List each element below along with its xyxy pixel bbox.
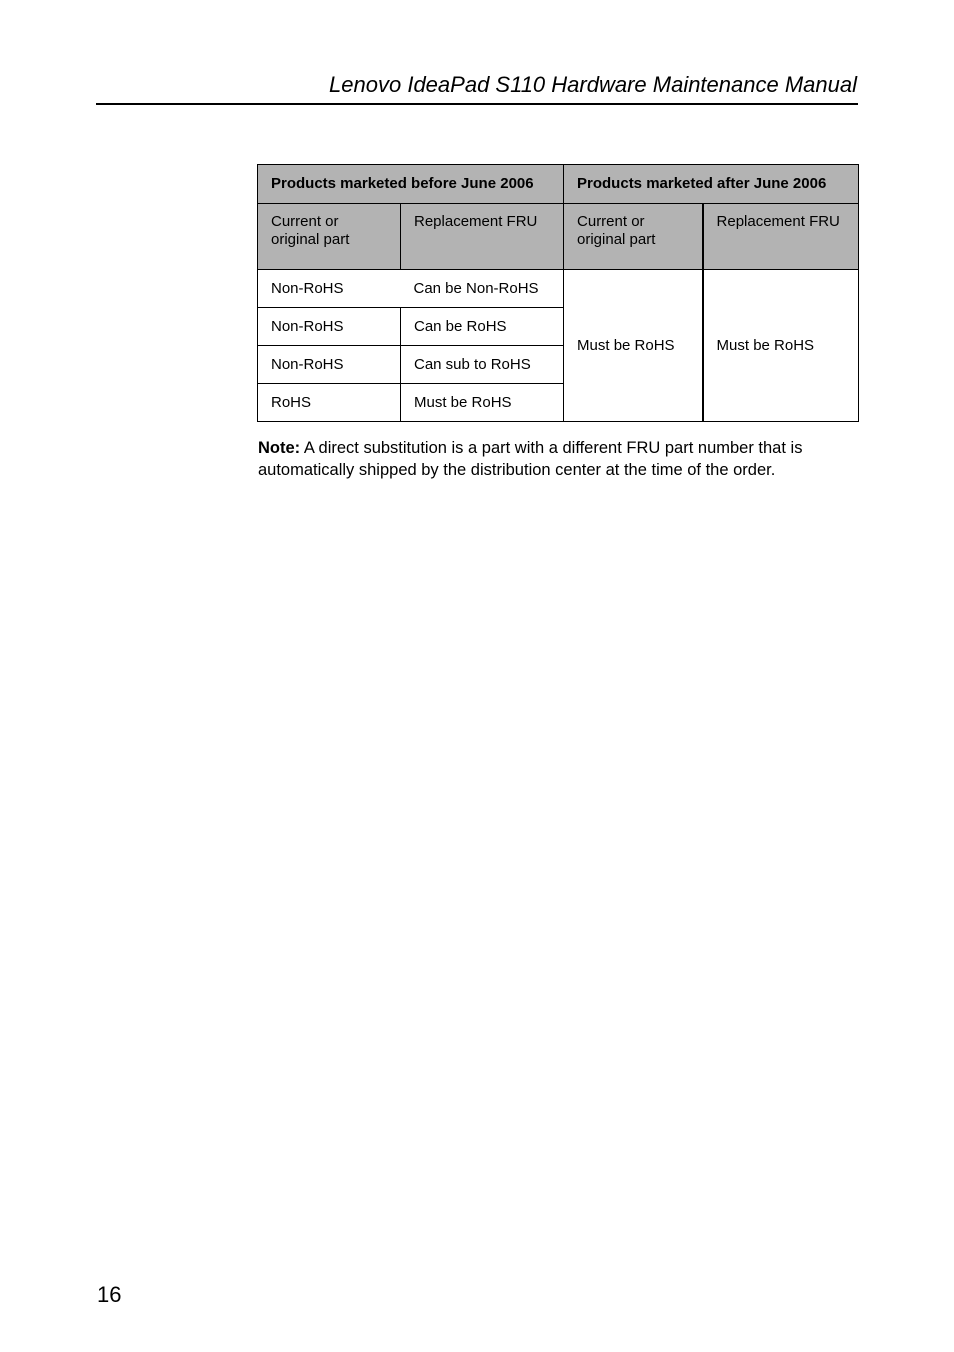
- cell-before-replacement: Can be Non-RoHS: [401, 270, 564, 308]
- note-text: A direct substitution is a part with a different FRU part number that is automatically shipped by the distribution center at the time of the order.: [258, 439, 803, 479]
- cell-before-current: RoHS: [258, 384, 401, 422]
- group-header-after: Products marketed after June 2006: [564, 165, 859, 204]
- sub-header-after-current: Current or original part: [564, 204, 703, 270]
- table-sub-header-row: [258, 204, 859, 270]
- sub-header-after-replacement: Replacement FRU: [703, 204, 859, 270]
- table-group-header-row: [258, 165, 859, 204]
- manual-title: Lenovo IdeaPad S110 Hardware Maintenance Manual: [329, 72, 857, 97]
- cell-before-replacement: Can sub to RoHS: [401, 346, 564, 384]
- note-paragraph: [258, 437, 858, 481]
- page-number: 16: [97, 1282, 122, 1307]
- cell-before-current: Non-RoHS: [258, 308, 401, 346]
- cell-before-replacement: Can be RoHS: [401, 308, 564, 346]
- group-header-before: Products marketed before June 2006: [258, 165, 564, 204]
- cell-before-current: Non-RoHS: [258, 346, 401, 384]
- note-label: Note:: [258, 439, 301, 457]
- cell-before-current: Non-RoHS: [258, 270, 401, 308]
- cell-after-replacement: Must be RoHS: [703, 270, 859, 422]
- cell-after-current: Must be RoHS: [564, 270, 703, 422]
- sub-header-before-replacement: Replacement FRU: [401, 204, 564, 270]
- rohs-fru-table: [257, 164, 859, 422]
- header-rule: [96, 103, 858, 105]
- sub-header-before-current: Current or original part: [258, 204, 401, 270]
- table-row: [258, 270, 859, 308]
- cell-before-replacement: Must be RoHS: [401, 384, 564, 422]
